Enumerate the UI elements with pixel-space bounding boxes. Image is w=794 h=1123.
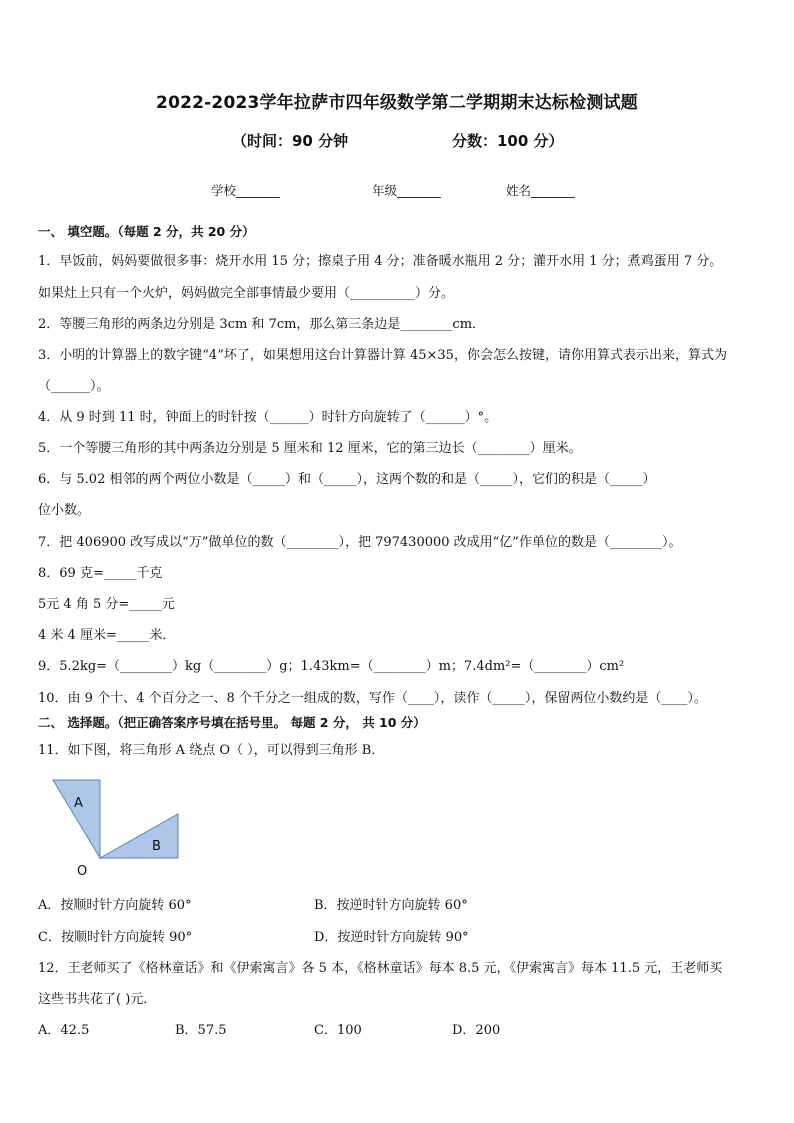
question-1-line-2: 如果灶上只有一个火炉，妈妈做完全部事情最少要用（__________）分。 — [38, 286, 455, 301]
grade-field: 年级_______ — [372, 183, 441, 198]
triangle-a-label: A — [74, 796, 83, 811]
question-1-line-1: 1．早饭前，妈妈要做很多事：烧开水用 15 分；擦桌子用 4 分；准备暖水瓶用 2 分；灌开水用 1 分；煮鸡蛋用 7 分。 — [38, 254, 723, 269]
question-2: 2．等腰三角形的两条边分别是 3cm 和 7cm，那么第三条边是________cm． — [38, 317, 486, 332]
question-12-line-2: 这些书共花了( )元． — [38, 992, 157, 1007]
question-11-option-c[interactable]: C．按顺时针方向旋转 90° — [38, 930, 193, 945]
question-11-stem: 11．如下图，将三角形 A 绕点 O（ ），可以得到三角形 B． — [38, 743, 385, 758]
school-field: 学校_______ — [211, 183, 280, 198]
question-9: 9．5.2kg=（________）kg（________）g；1.43km=（________）m；7.4dm²=（________）cm² — [38, 659, 625, 674]
question-12-option-a[interactable]: A．42.5 — [38, 1023, 90, 1038]
total-score: 分数：100 分） — [452, 132, 564, 150]
question-12-option-b[interactable]: B．57.5 — [175, 1023, 227, 1038]
question-5: 5．一个等腰三角形的其中两条边分别是 5 厘米和 12 厘米，它的第三边长（________）厘米。 — [38, 441, 582, 456]
rotation-figure — [40, 770, 200, 880]
question-3-line-1: 3．小明的计算器上的数字键“4”坏了，如果想用这台计算器计算 45×35，你会怎么按键，请你用算式表示出来，算式为 — [38, 348, 727, 363]
question-12-option-c[interactable]: C．100 — [314, 1023, 362, 1038]
question-12-line-1: 12．王老师买了《格林童话》和《伊索寓言》各 5 本，《格林童话》每本 8.5 元，《伊索寓言》每本 11.5 元，王老师买 — [38, 961, 723, 976]
question-6-line-1: 6．与 5.02 相邻的两个两位小数是（_____）和（_____），这两个数的和是（_____），它们的积是（_____） — [38, 472, 656, 487]
question-8-part-2: 5元 4 角 5 分=_____元 — [38, 597, 175, 612]
question-4: 4．从 9 时到 11 时，钟面上的时针按（______）时针方向旋转了（______）°。 — [38, 410, 498, 425]
page-title: 2022-2023学年拉萨市四年级数学第二学期期末达标检测试题 — [156, 93, 638, 113]
question-6-line-2: 位小数。 — [38, 503, 91, 518]
section-1-heading: 一、 填空题。（每题 2 分，共 20 分） — [38, 224, 255, 239]
time-limit: （时间：90 分钟 — [232, 132, 349, 150]
section-2-heading: 二、 选择题。（把正确答案序号填在括号里。 每题 2 分， 共 10 分） — [38, 715, 426, 730]
question-11-option-a[interactable]: A．按顺时针方向旋转 60° — [38, 898, 192, 913]
question-11-option-d[interactable]: D．按逆时针方向旋转 90° — [314, 930, 469, 945]
question-8-part-3: 4 米 4 厘米=_____米． — [38, 628, 176, 643]
triangle-b — [100, 814, 178, 858]
point-o-label: O — [77, 864, 88, 879]
question-7: 7．把 406900 改写成以“万”做单位的数（________），把 797430000 改成用“亿”作单位的数是（________）。 — [38, 535, 682, 550]
question-11-option-b[interactable]: B．按逆时针方向旋转 60° — [314, 898, 468, 913]
question-3-line-2: （______）。 — [38, 379, 110, 394]
triangle-a — [53, 780, 100, 858]
question-10: 10．由 9 个十、4 个百分之一、8 个千分之一组成的数，写作（____），读作（_____），保留两位小数约是（____）。 — [38, 691, 707, 706]
question-12-option-d[interactable]: D．200 — [452, 1023, 501, 1038]
triangle-b-label: B — [152, 839, 161, 854]
name-field: 姓名_______ — [506, 183, 575, 198]
question-8-part-1: 8．69 克=_____千克 — [38, 566, 163, 581]
